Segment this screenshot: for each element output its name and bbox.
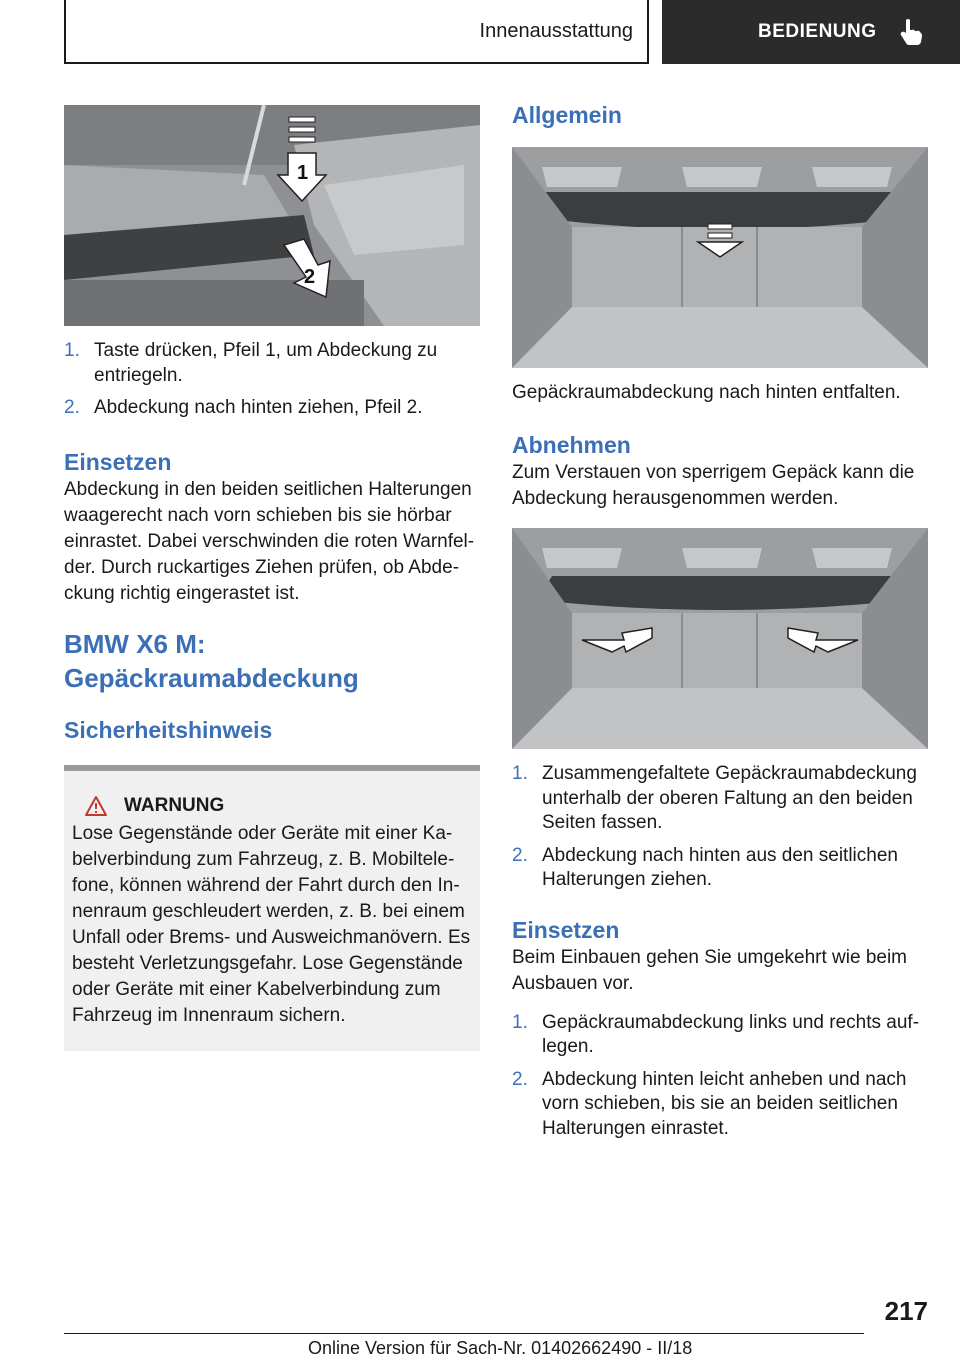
paragraph-abnehmen: Zum Verstauen von sperrigem Gepäck kann die Abdeckung herausgenommen werden. xyxy=(512,462,915,509)
heading-einsetzen-right: Einsetzen xyxy=(512,916,620,943)
header-section-tab xyxy=(64,0,649,64)
heading-abnehmen: Abnehmen xyxy=(512,432,631,458)
header-chapter-label: BEDIENUNG xyxy=(758,21,877,42)
warning-title: WARNUNG xyxy=(72,795,472,817)
paragraph-einsetzen-right: Beim Einbauen gehen Sie umgekehrt wie beim Ausbauen vor. xyxy=(512,946,908,994)
list-item: 2. Abdeckung nach hinten aus den seitlichen Halterungen ziehen. xyxy=(512,844,898,890)
figure-label-1: 1 xyxy=(297,162,309,184)
list-item: 1. Gepäckraumabdeckung links und rechts auflegen. xyxy=(512,1011,920,1057)
figure-cover-unfold xyxy=(512,147,928,368)
figure-label-2: 2 xyxy=(304,266,316,288)
warning-triangle-icon xyxy=(84,795,108,817)
steps-remove-list xyxy=(64,339,480,421)
right-column xyxy=(512,100,928,1149)
paragraph-einsetzen-left: Abdeckung in den beiden seitlichen Halterungen waagerecht nach vorn schieben bis sie hörbar einrastet. Dabei verschwinden die roten Warnfelder. Durch ruckartiges Ziehen prüfen, ob Abdeckung richtig eingerastet ist. xyxy=(64,478,475,604)
figure-cover-removal xyxy=(512,528,928,749)
list-item: 2. Abdeckung hinten leicht anheben und nach vorn schieben, bis sie an beiden seitlichen Halterungen einrastet. xyxy=(512,1068,907,1139)
hand-pointer-icon xyxy=(899,18,923,46)
list-item: 1. Zusammengefaltete Gepäckraumabdeckung unterhalb der oberen Faltung an den beiden Seiten fassen. xyxy=(512,763,917,833)
caption-allgemein: Gepäckraumabdeckung nach hinten entfalten. xyxy=(512,382,901,403)
steps-abnehmen-list xyxy=(512,762,928,893)
warning-box xyxy=(64,765,480,1051)
heading-einsetzen-left: Einsetzen xyxy=(64,448,172,475)
heading-allgemein: Allgemein xyxy=(512,102,622,128)
heading-model: BMW X6 M: Gepäckraumabdeckung xyxy=(64,628,359,693)
left-column xyxy=(64,105,480,1051)
steps-einsetzen-list xyxy=(512,1011,928,1142)
heading-safety: Sicherheitshinweis xyxy=(64,716,273,743)
header-chapter-tab xyxy=(662,0,960,64)
figure-cover-release xyxy=(64,105,480,326)
footer-divider xyxy=(64,1333,864,1334)
footer-version: Online Version für Sach-Nr. 01402662490 - II/18 xyxy=(308,1338,693,1358)
page-number: 217 xyxy=(884,1296,928,1326)
header-section-label: Innenausstattung xyxy=(479,19,633,42)
warning-text: Lose Gegenstände oder Geräte mit einer Kabelverbindung zum Fahrzeug, z. B. Mobiltelefone, können während der Fahrt durch den Innenraum geschleudert werden, z. B. bei einem Unfall oder Brems- und Ausweichmanövern. Es besteht Verletzungsgefahr. Lose Gegenstände oder Geräte mit einer Kabelverbindung zum Fahrzeug im Innenraum sichern. xyxy=(72,822,471,1026)
list-item: 1. Taste drücken, Pfeil 1, um Abdeckung zu entriegeln. xyxy=(64,340,438,386)
list-item: 2. Abdeckung nach hinten ziehen, Pfeil 2. xyxy=(64,397,423,418)
